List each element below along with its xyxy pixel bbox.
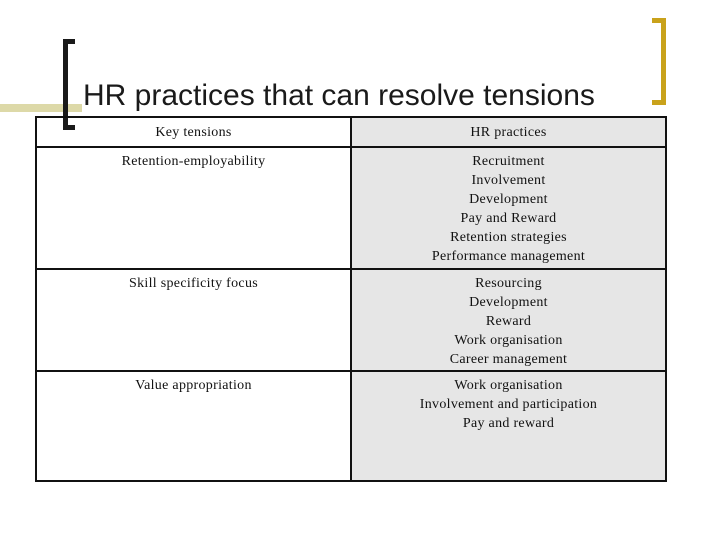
tension-label: Value appropriation <box>135 378 252 393</box>
tension-cell <box>36 147 351 269</box>
slide-title: HR practices that can resolve tensions <box>83 79 595 112</box>
tension-cell <box>36 371 351 481</box>
practice-item: Involvement <box>471 173 546 188</box>
header-key-tensions: Key tensions <box>36 117 351 147</box>
table-header-row <box>36 117 666 147</box>
practices-cell <box>351 371 666 481</box>
right-bracket-decoration <box>652 18 666 105</box>
table-row <box>36 371 666 481</box>
practice-item: Resourcing <box>475 276 542 291</box>
practice-item: Recruitment <box>472 154 545 169</box>
practice-item: Development <box>469 192 548 207</box>
table-row <box>36 147 666 269</box>
hr-practices-table <box>35 116 667 482</box>
practice-item: Involvement and participation <box>419 397 598 412</box>
practice-item: Development <box>469 295 548 310</box>
tension-cell <box>36 269 351 371</box>
practice-item: Reward <box>485 314 532 329</box>
tension-label: Skill specificity focus <box>129 276 258 291</box>
header-hr-practices: HR practices <box>351 117 666 147</box>
practice-item: Performance management <box>431 249 586 264</box>
practices-cell <box>351 147 666 269</box>
tension-label: Retention-employability <box>121 154 266 169</box>
practice-item: Pay and reward <box>462 416 555 431</box>
practice-item: Career management <box>449 352 568 367</box>
table-row <box>36 269 666 371</box>
practices-cell <box>351 269 666 371</box>
practice-item: Work organisation <box>454 333 563 348</box>
practice-item: Pay and Reward <box>460 211 557 226</box>
practice-item: Retention strategies <box>450 230 567 245</box>
practice-item: Work organisation <box>454 378 563 393</box>
